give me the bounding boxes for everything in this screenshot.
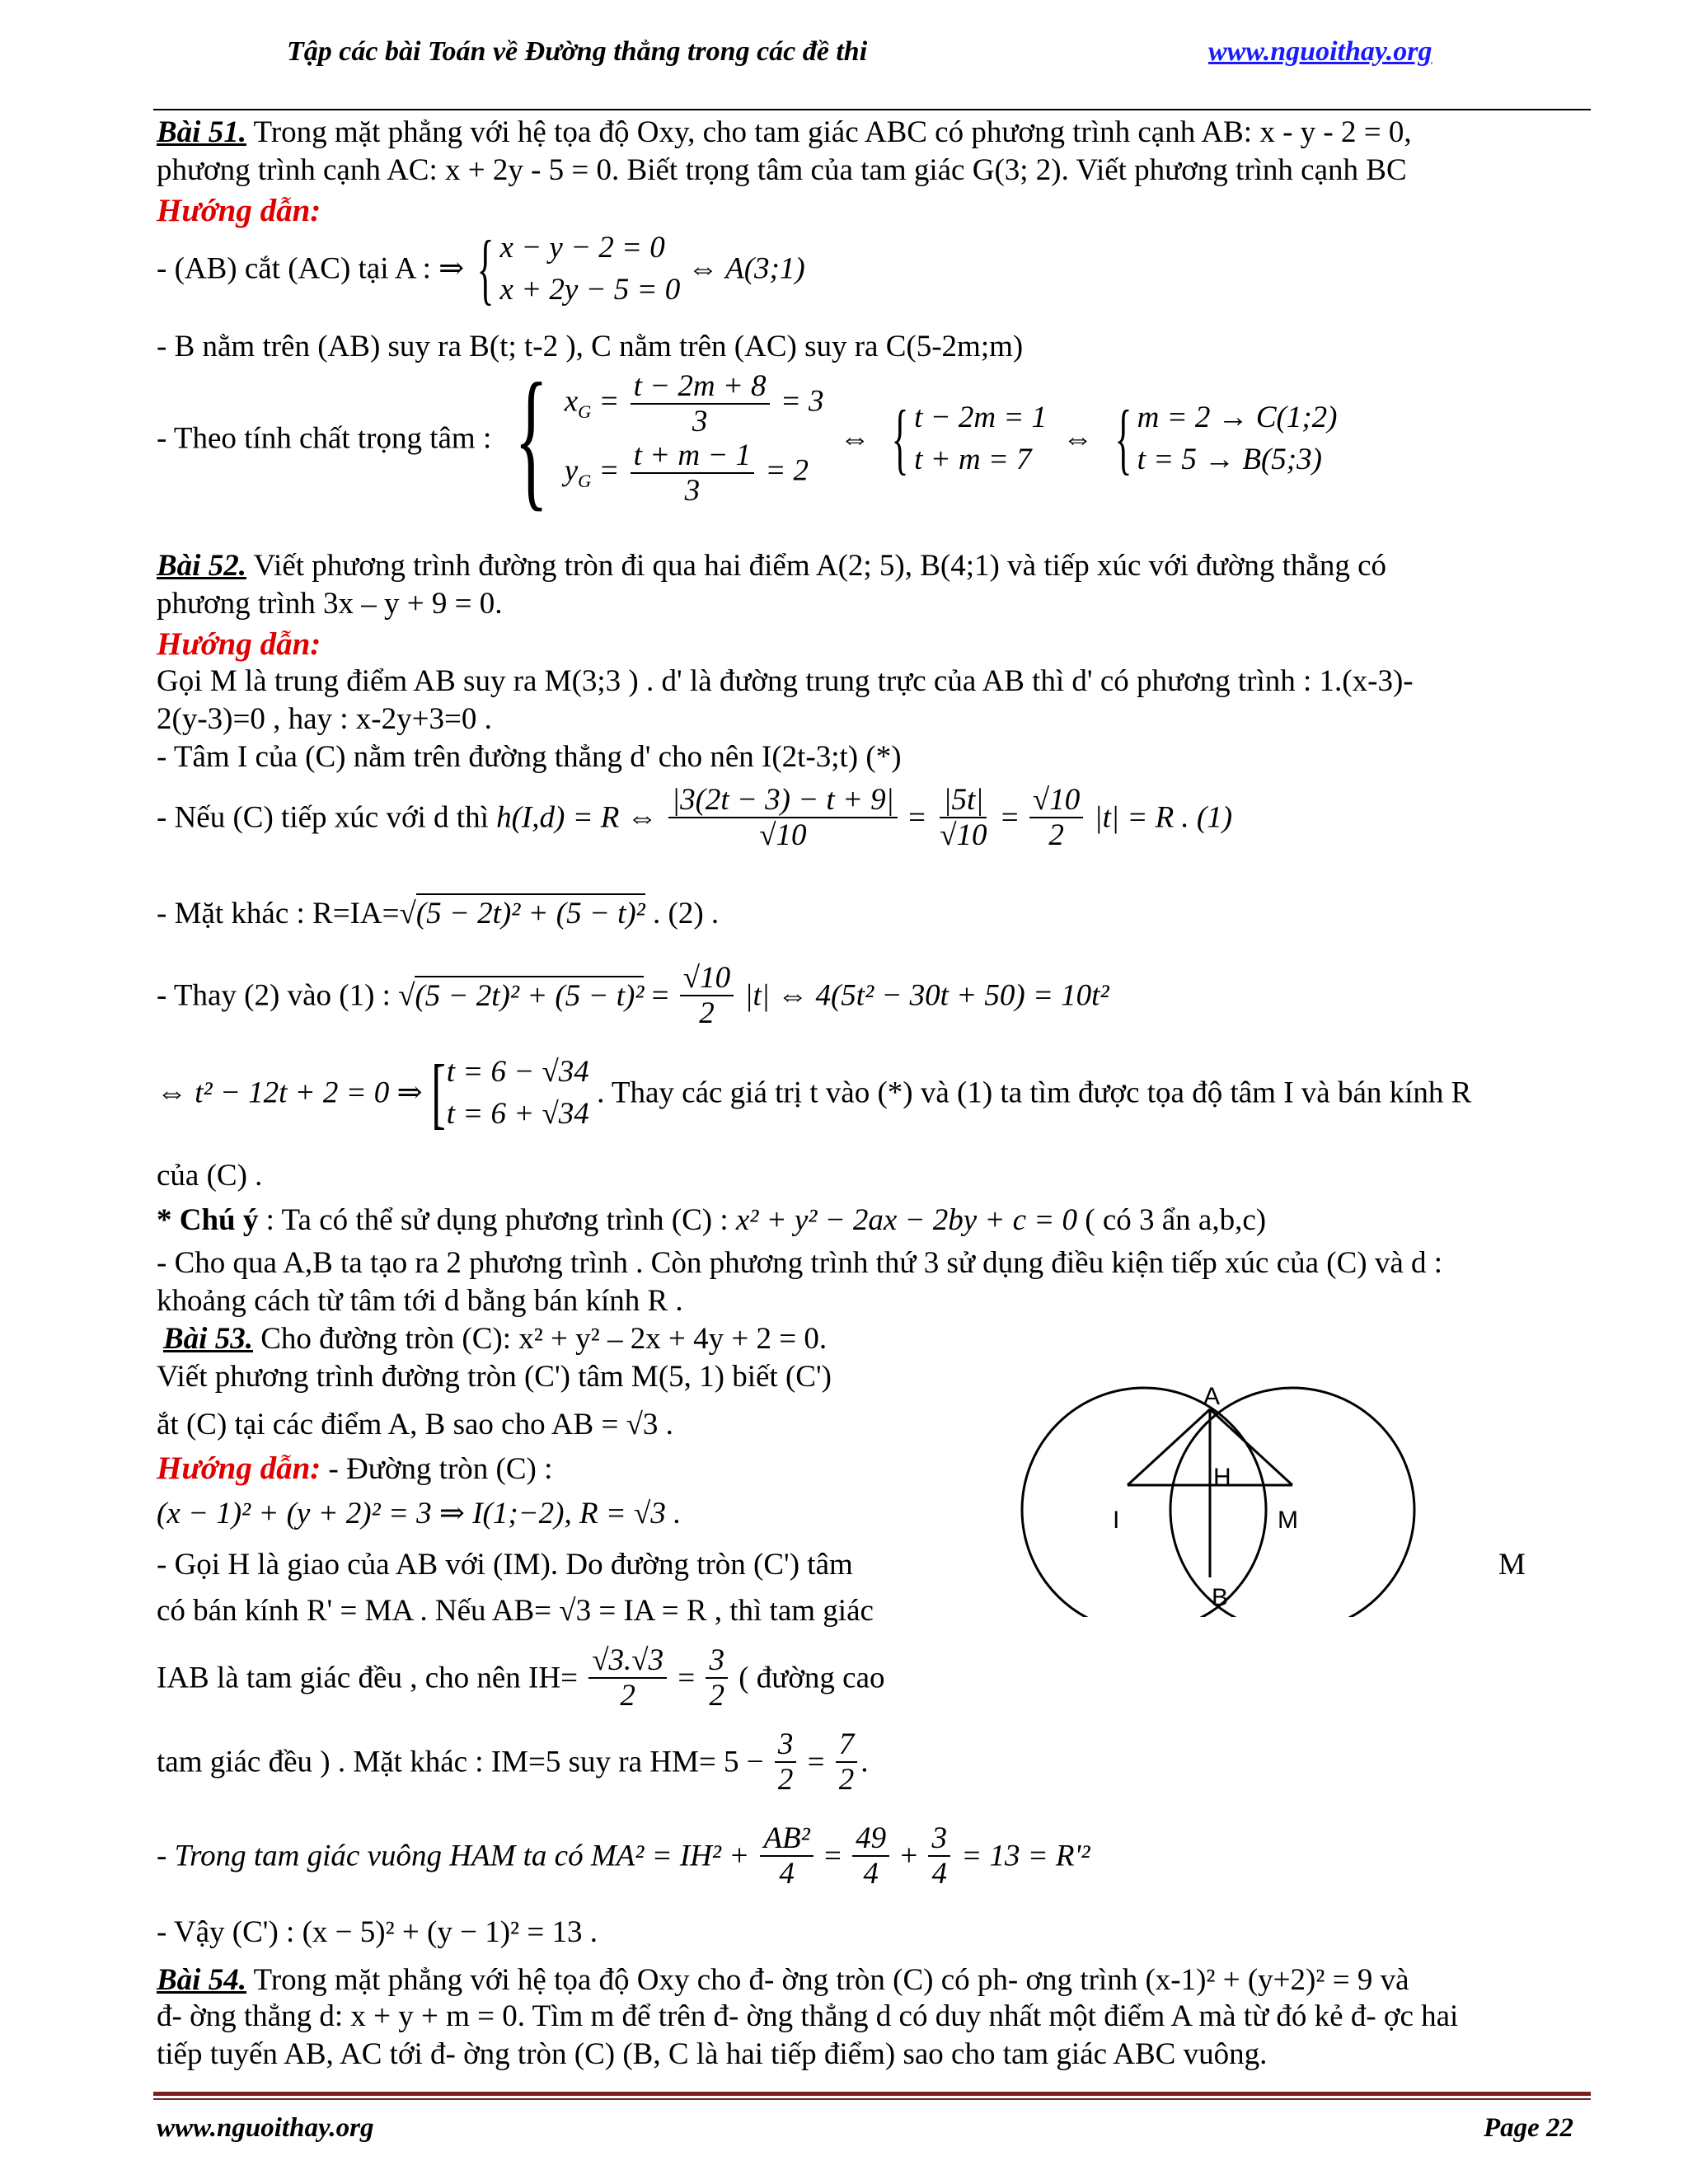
b53-step5-den1: 2 — [777, 1763, 794, 1797]
xg-denominator: 3 — [692, 405, 708, 438]
b53-line1 — [157, 1324, 827, 1354]
b53-hint-line — [157, 1452, 552, 1484]
b52-step4-text: - Nếu (C) tiếp xúc với d thì — [157, 800, 497, 835]
header-title: Tập các bài Toán về Đường thẳng trong các đề thi — [287, 36, 868, 67]
b52-step5-root: (5 − 2t)² + (5 − t)² — [416, 893, 645, 930]
b53-step5-num1: 3 — [775, 1729, 797, 1763]
yg-rhs: = 2 — [765, 453, 809, 488]
b53-step6-den1: 4 — [779, 1857, 795, 1891]
b52-frac2-num: |5t| — [940, 785, 987, 818]
b51-sys-eqA: t − 2m = 1 — [914, 401, 1048, 434]
b53-step5-text: tam giác đều ) . Mặt khác : IM=5 suy ra HM= 5 − — [157, 1745, 764, 1779]
b53-step5-den2: 2 — [838, 1763, 855, 1797]
b52-step6-den: 2 — [699, 996, 715, 1030]
b52-step4-end: |t| = R . (1) — [1094, 800, 1233, 835]
b53-step4-den: 2 — [620, 1679, 635, 1713]
b52-line2: phương trình 3x – y + 9 = 0. — [157, 587, 503, 621]
label-A: A — [1203, 1386, 1221, 1410]
b51-hint-heading: Hướng dẫn: — [157, 193, 321, 228]
b52-frac2-den: √10 — [940, 818, 987, 852]
b53-step2: - Gọi H là giao của AB với (IM). Do đường tròn (C') tâm — [157, 1548, 853, 1582]
b52-note3: khoảng cách từ tâm tới d bằng bán kính R . — [157, 1284, 683, 1318]
b52-note-end: ( có 3 ẩn a,b,c) — [1077, 1203, 1267, 1237]
label-B: B — [1212, 1584, 1229, 1611]
b52-step5: - Mặt khác : R=IA=√(5 − 2t)² + (5 − t)² . (2) . — [157, 898, 719, 929]
b52-note-label: * Chú ý — [157, 1203, 259, 1237]
b52-text1: Viết phương trình đường tròn đi qua hai điểm A(2; 5), B(4;1) và tiếp xúc với đường thẳng có — [246, 549, 1387, 583]
b53-line2: Viết phương trình đường tròn (C') tâm M(5, 1) biết (C') — [157, 1360, 832, 1394]
b51-step1: - (AB) cắt (AC) tại A : ⇒ { x − y − 2 = 0 x + 2y − 5 = 0 ⇔ A(3;1) — [157, 223, 805, 312]
b52-hint-heading: Hướng dẫn: — [157, 626, 321, 662]
b52-step4-h: h(I,d) = R ⇔ — [496, 800, 658, 835]
b52-note — [157, 1205, 1266, 1235]
b53-step6-num2: 49 — [852, 1823, 889, 1857]
header-rule — [153, 109, 1591, 110]
b52-step6-end: |t| ⇔ 4(5t² − 30t + 50) = 10t² — [744, 978, 1109, 1013]
b52-root1: t = 6 − √34 — [446, 1055, 589, 1089]
b53-hint-text: - Đường tròn (C) : — [321, 1452, 553, 1486]
b51-step3: - Theo tính chất trọng tâm : { $x_G$ = $\frac{t - 2m + 8}{3}$ = 3 $y_G$ = $\frac{t + m - 1}{3}$ = 2 ⇔ { t − 2m = 1 t + m = 7 ⇔ { m = 2 → C(1;2) t = 5 → B(5;3) — [157, 352, 1338, 525]
b52-step4: - Nếu (C) tiếp xúc với d thì h(I,d) = R ⇔ $\frac{|3(2t - 3) - t + 9|}{√10}$ = $\frac{|5t|}{√10}$ = $\frac{√10}{2}$ |t| = R . (1) — [157, 783, 1233, 852]
b53-step5-num2: 7 — [836, 1729, 858, 1763]
b53-step6-end: = 13 = R'² — [961, 1839, 1090, 1873]
footer-rule-thick — [153, 2092, 1591, 2096]
yg-denominator: 3 — [684, 474, 701, 508]
b51-step1-result: ⇔ A(3;1) — [687, 251, 805, 286]
xg-symbol: x — [564, 384, 579, 419]
b53-step4: IAB là tam giác đều , cho nên IH= $\frac{√3.√3}{2}$ = $\frac{3}{2}$ ( đường cao — [157, 1643, 885, 1713]
b52-note-eq: x² + y² − 2ax − 2by + c = 0 — [735, 1203, 1078, 1237]
b53-step1: (x − 1)² + (y + 2)² = 3 ⇒ I(1;−2), R = √3 . — [157, 1497, 682, 1530]
b51-step1-text: - (AB) cắt (AC) tại A : ⇒ — [157, 251, 465, 286]
b52-frac3-num: √10 — [1029, 785, 1083, 818]
b52-step5-end: . (2) . — [645, 897, 720, 930]
b53-step3: có bán kính R' = MA . Nếu AB= √3 = IA = R , thì tam giác — [157, 1594, 874, 1628]
b51-line2: phương trình cạnh AC: x + 2y - 5 = 0. Biết trọng tâm của tam giác G(3; 2). Viết phương trình cạnh BC — [157, 153, 1407, 187]
b52-label: Bài 52. — [157, 549, 246, 583]
b53-text1: Cho đường tròn (C): x² + y² – 2x + 4y + 2 = 0. — [260, 1322, 828, 1356]
b53-line3: ắt (C) tại các điểm A, B sao cho AB = √3 . — [157, 1408, 673, 1441]
b52-step6-root: (5 − 2t)² + (5 − t)² — [415, 976, 644, 1013]
b53-step6-num1: AB² — [760, 1823, 813, 1857]
yg-numerator: t + m − 1 — [631, 440, 754, 474]
circle-c-prime — [1170, 1388, 1414, 1617]
b52-step1: Gọi M là trung điểm AB suy ra M(3;3 ) . d' là đường trung trực của AB thì d' có phương trình : 1.(x-3)- — [157, 664, 1414, 698]
b51-line1 — [157, 117, 1412, 148]
b52-note2: - Cho qua A,B ta tạo ra 2 phương trình . Còn phương trình thứ 3 sử dụng điều kiện tiếp xúc của (C) và d : — [157, 1246, 1443, 1280]
b53-step5: tam giác đều ) . Mặt khác : IM=5 suy ra HM= 5 − $\frac{3}{2}$ = $\frac{7}{2}$ . — [157, 1727, 869, 1797]
b53-label: Bài 53. — [163, 1322, 253, 1356]
footer-rule-thin — [153, 2098, 1591, 2100]
b53-step4-end: ( đường cao — [738, 1661, 885, 1695]
b53-step2-right: M — [1498, 1548, 1526, 1582]
b51-label: Bài 51. — [157, 115, 246, 149]
b51-step1-eq1: x − y − 2 = 0 — [499, 231, 665, 265]
b53-step4-num2: 3 — [706, 1645, 728, 1679]
b51-step2: - B nằm trên (AB) suy ra B(t; t-2 ), C nằm trên (AC) suy ra C(5-2m;m) — [157, 330, 1024, 363]
b51-result-C: m = 2 → C(1;2) — [1137, 401, 1338, 434]
b52-step8: của (C) . — [157, 1159, 263, 1193]
b52-note-text: : Ta có thể sử dụng phương trình (C) : — [258, 1203, 736, 1237]
footer-page-number: Page 22 — [1484, 2113, 1574, 2143]
label-H: H — [1213, 1464, 1231, 1491]
b53-step6-den3: 4 — [931, 1857, 947, 1891]
b51-step3-text: - Theo tính chất trọng tâm : — [157, 421, 492, 456]
b53-step6: - Trong tam giác vuông HAM ta có MA² = IH² + $\frac{\text{AB²}}{4}$ = $\frac{49}{4}$ + $\frac{3}{4}$ = 13 = R'² — [157, 1821, 1090, 1891]
xg-numerator: t − 2m + 8 — [631, 371, 770, 405]
b54-text1: Trong mặt phẳng với hệ tọa độ Oxy cho đ- ờng tròn (C) có ph- ơng trình (x-1)² + (y+2)² = 9 và — [246, 1963, 1409, 1997]
yg-subscript: G — [578, 470, 592, 491]
b51-sys-eqB: t + m = 7 — [914, 443, 1032, 476]
b53-step6-num3: 3 — [928, 1823, 950, 1857]
circle-c — [1022, 1388, 1266, 1617]
b53-step6-text: - Trong tam giác vuông HAM ta có MA² = IH² + — [157, 1839, 750, 1873]
b53-step4-text: IAB là tam giác đều , cho nên IH= — [157, 1661, 578, 1695]
b51-text1: Trong mặt phẳng với hệ tọa độ Oxy, cho tam giác ABC có phương trình cạnh AB: x - y - 2 = 0, — [246, 115, 1412, 149]
b52-frac3-den: 2 — [1048, 818, 1064, 852]
xg-rhs: = 3 — [780, 384, 824, 419]
xg-subscript: G — [578, 401, 592, 422]
b52-step5-text: - Mặt khác : R=IA= — [157, 897, 400, 930]
b54-line3: tiếp tuyến AB, AC tới đ- ờng tròn (C) (B, C là hai tiếp điểm) sao cho tam giác ABC vuông. — [157, 2037, 1268, 2071]
b52-step3: - Tâm I của (C) nằm trên đường thẳng d' cho nên I(2t-3;t) (*) — [157, 740, 902, 774]
label-M: M — [1278, 1507, 1298, 1534]
b52-step2: 2(y-3)=0 , hay : x-2y+3=0 . — [157, 702, 492, 736]
b52-step7-lhs: ⇔ t² − 12t + 2 = 0 ⇒ — [157, 1076, 423, 1110]
b52-frac1-den: √10 — [759, 818, 807, 852]
b52-root2: t = 6 + √34 — [446, 1097, 589, 1131]
b53-step6-den2: 4 — [863, 1857, 879, 1891]
yg-symbol: y — [564, 453, 579, 488]
segment-IA — [1128, 1409, 1210, 1485]
b53-step7: - Vậy (C') : (x − 5)² + (y − 1)² = 13 . — [157, 1915, 598, 1949]
footer-site[interactable]: www.nguoithay.org — [157, 2113, 374, 2143]
b52-step6-text: - Thay (2) vào (1) : — [157, 978, 399, 1013]
b53-hint-heading: Hướng dẫn: — [157, 1451, 321, 1486]
b54-line1 — [157, 1965, 1409, 1995]
header-site-link[interactable]: www.nguoithay.org — [1208, 36, 1432, 67]
two-circles-figure — [1020, 1386, 1416, 1617]
b52-step6-num: √10 — [680, 963, 734, 996]
b51-result-B: t = 5 → B(5;3) — [1137, 443, 1322, 476]
b53-step4-num: √3.√3 — [588, 1645, 667, 1679]
b52-step7: ⇔ t² − 12t + 2 = 0 ⇒ [ t = 6 − √34 t = 6 + √34 . Thay các giá trị t vào (*) và (1) ta tìm được tọa độ tâm I và bán kính R — [157, 1047, 1472, 1137]
label-I: I — [1113, 1507, 1120, 1534]
b54-label: Bài 54. — [157, 1963, 246, 1997]
b51-step1-eq2: x + 2y − 5 = 0 — [499, 273, 681, 307]
b52-line1 — [157, 551, 1386, 581]
b52-frac1-num: |3(2t − 3) − t + 9| — [668, 785, 898, 818]
b52-step7-text: . Thay các giá trị t vào (*) và (1) ta tìm được tọa độ tâm I và bán kính R — [597, 1076, 1472, 1110]
b53-step4-den2: 2 — [709, 1679, 724, 1713]
b54-line2: đ- ờng thẳng d: x + y + m = 0. Tìm m để trên đ- ờng thẳng d có duy nhất một điểm A mà từ đó kẻ đ- ợc hai — [157, 1999, 1459, 2033]
b52-step6: - Thay (2) vào (1) : √(5 − 2t)² + (5 − t)² = $\frac{√10}{2}$ |t| ⇔ 4(5t² − 30t + 50) = 10t² — [157, 961, 1109, 1030]
